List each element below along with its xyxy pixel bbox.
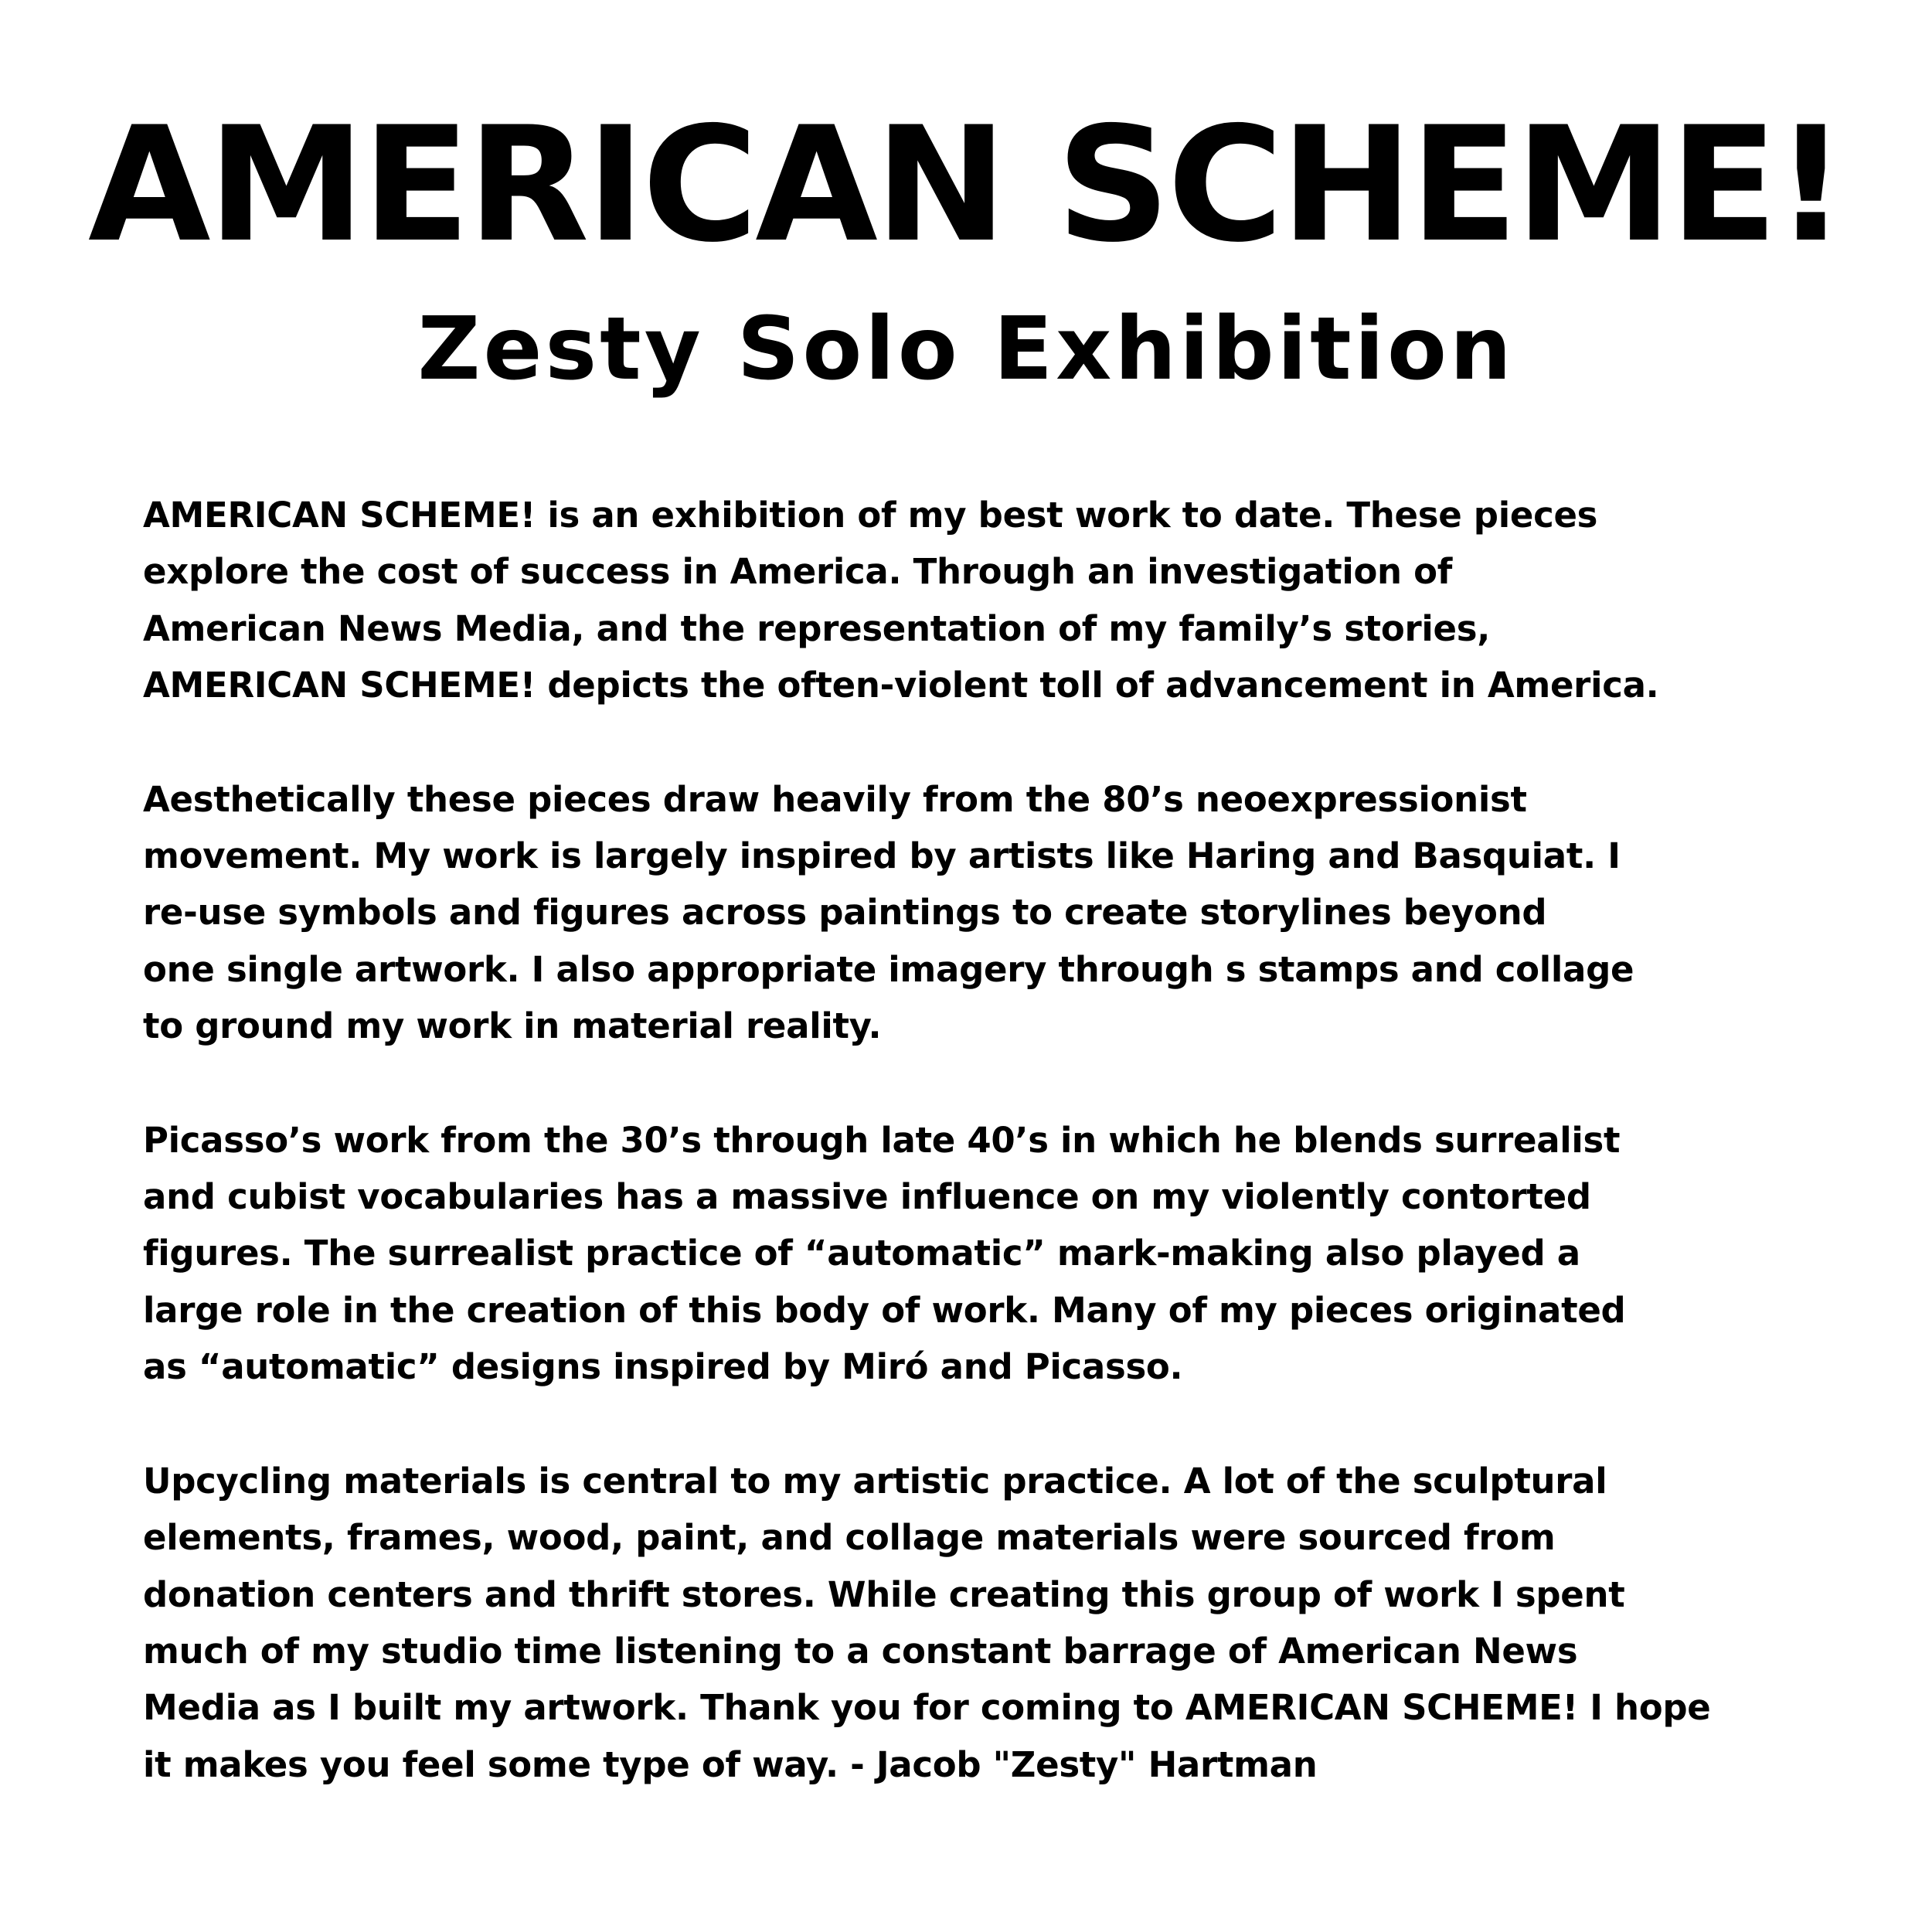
- statement-line: figures. The surrealist practice of “automatic” mark-making also played a: [143, 1233, 1580, 1274]
- statement-line: Aesthetically these pieces draw heavily from the 80’s neoexpressionist: [143, 778, 1527, 820]
- statement-line: explore the cost of success in America. Through an investigation of: [143, 551, 1453, 593]
- statement-line: elements, frames, wood, paint, and collage materials were sourced from: [143, 1517, 1556, 1559]
- statement-line: large role in the creation of this body of work. Many of my pieces originated: [143, 1289, 1626, 1331]
- statement-line: American News Media, and the representation of my family’s stories,: [143, 607, 1491, 649]
- statement-line: donation centers and thrift stores. While creating this group of work I spent: [143, 1573, 1625, 1615]
- artist-statement: [143, 487, 1812, 1850]
- statement-line: Media as I built my artwork. Thank you for coming to AMERICAN SCHEME! I hope: [143, 1687, 1711, 1729]
- statement-paragraph-3: [143, 1112, 1812, 1396]
- statement-line: it makes you feel some type of way. - Jacob "Zesty" Hartman: [143, 1743, 1318, 1785]
- statement-paragraph-4: [143, 1453, 1812, 1793]
- statement-line: much of my studio time listening to a constant barrage of American News: [143, 1630, 1578, 1672]
- statement-line: and cubist vocabularies has a massive influence on my violently contorted: [143, 1176, 1591, 1218]
- exhibition-subtitle: Zesty Solo Exhibition: [417, 299, 1515, 400]
- statement-paragraph-1: [143, 487, 1812, 714]
- statement-line: one single artwork. I also appropriate imagery through s stamps and collage: [143, 948, 1634, 990]
- statement-paragraph-2: [143, 771, 1812, 1055]
- statement-line: movement. My work is largely inspired by artists like Haring and Basquiat. I: [143, 835, 1621, 877]
- statement-line: Picasso’s work from the 30’s through late 40’s in which he blends surrealist: [143, 1119, 1621, 1161]
- statement-line: to ground my work in material reality.: [143, 1005, 882, 1047]
- statement-line: AMERICAN SCHEME! is an exhibition of my best work to date. These pieces: [143, 495, 1598, 536]
- exhibition-title: AMERICAN SCHEME!: [87, 94, 1845, 277]
- statement-line: AMERICAN SCHEME! depicts the often-violent toll of advancement in America.: [143, 665, 1659, 706]
- statement-line: as “automatic” designs inspired by Miró and Picasso.: [143, 1346, 1183, 1388]
- statement-line: re-use symbols and figures across paintings to create storylines beyond: [143, 892, 1547, 934]
- statement-line: Upcycling materials is central to my artistic practice. A lot of the sculptural: [143, 1460, 1607, 1502]
